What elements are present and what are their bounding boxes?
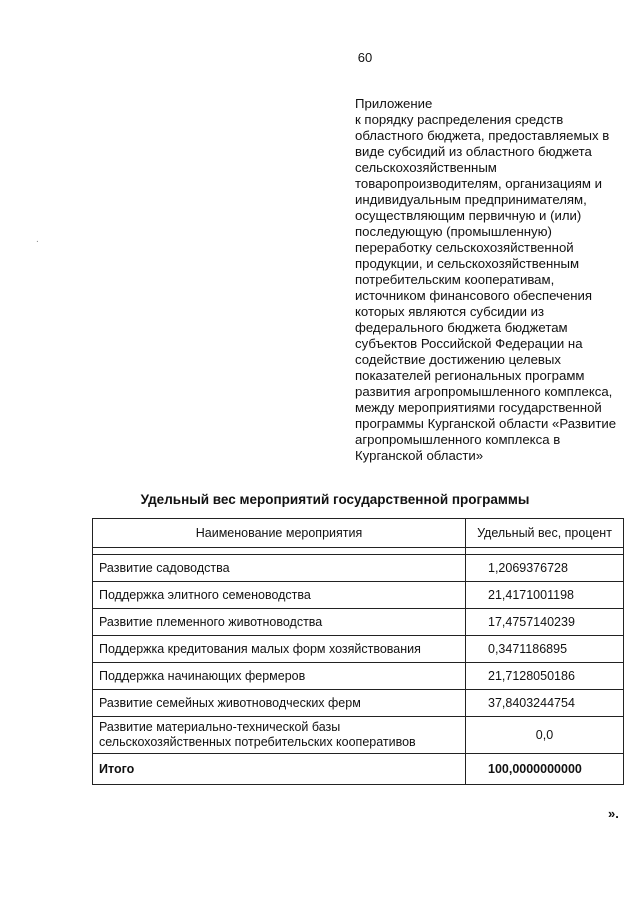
measure-weight: 37,8403244754: [466, 690, 624, 717]
measure-weight: 1,2069376728: [466, 555, 624, 582]
measures-table: [92, 518, 624, 785]
appendix-heading: Приложение: [355, 96, 433, 111]
appendix-block: [355, 96, 627, 464]
measure-name: Поддержка кредитования малых форм хозяйствования: [93, 636, 466, 663]
table-row: [93, 555, 624, 582]
measure-weight: 0,3471186895: [466, 636, 624, 663]
measure-weight: 17,4757140239: [466, 609, 624, 636]
table-row: [93, 690, 624, 717]
page-number: 60: [357, 50, 373, 65]
measure-name: Развитие племенного животноводства: [93, 609, 466, 636]
table-row: [93, 717, 624, 754]
column-header-name: Наименование мероприятия: [93, 519, 466, 548]
appendix-text: к порядку распределения средств областного бюджета, предоставляемых в виде субсидий из областного бюджета сельскохозяйственным товаропроизводителям, организациям и индивидуальным предпринимателям, осуществляющим первичную и (или) последующую (промышленную) переработку сельскохозяйственной продукции, и сельскохозяйственным потребительским кооперативам, источником финансового обеспечения которых являются субсидии из федерального бюджета бюджетам субъектов Российской Федерации на содействие достижению целевых показателей региональных программ развития агропромышленного комплекса, между мероприятиями государственной программы Курганской области «Развитие агропромышленного комплекса в Курганской области»: [355, 112, 617, 463]
table-total-row: [93, 754, 624, 785]
measure-name: Развитие семейных животноводческих ферм: [93, 690, 466, 717]
table-row: [93, 582, 624, 609]
table-gap-row: [93, 548, 624, 555]
total-weight: 100,0000000000: [466, 754, 624, 785]
measure-name: Поддержка элитного семеноводства: [93, 582, 466, 609]
column-header-weight: Удельный вес, процент: [466, 519, 624, 548]
table-row: [93, 663, 624, 690]
table-row: [93, 636, 624, 663]
measure-name: Развитие материально-технической базы сельскохозяйственных потребительских кооперативов: [93, 717, 466, 754]
closing-quote-mark: ».: [608, 806, 619, 821]
table-row: [93, 609, 624, 636]
measure-name: Развитие садоводства: [93, 555, 466, 582]
measure-weight: 0,0: [466, 717, 624, 754]
table-title: Удельный вес мероприятий государственной программы: [140, 492, 530, 507]
total-label: Итого: [93, 754, 466, 785]
margin-mark: .: [36, 234, 39, 245]
measure-weight: 21,7128050186: [466, 663, 624, 690]
measure-weight: 21,4171001198: [466, 582, 624, 609]
measure-name: Поддержка начинающих фермеров: [93, 663, 466, 690]
table-header-row: [93, 519, 624, 548]
